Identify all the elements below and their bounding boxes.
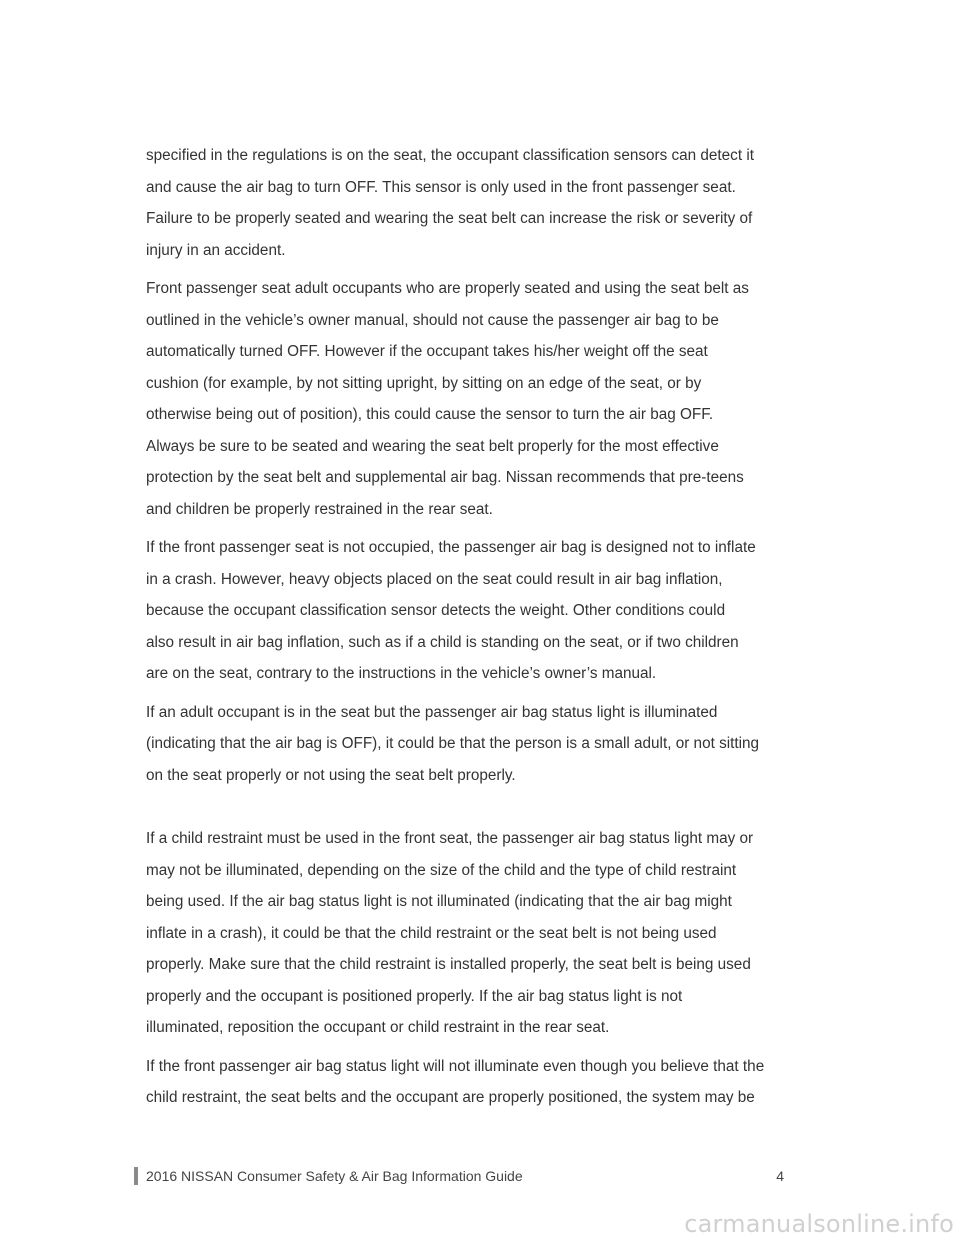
text-line: Always be sure to be seated and wearing the seat belt properly for the most effective: [146, 437, 719, 455]
text-line: If an adult occupant is in the seat but the passenger air bag status light is illuminated: [146, 703, 718, 721]
text-line: Failure to be properly seated and wearing the seat belt can increase the risk or severity of: [146, 210, 753, 227]
text-line: Front passenger seat adult occupants who are properly seated and using the seat belt as: [146, 280, 749, 297]
text-line: protection by the seat belt and supplemental air bag. Nissan recommends that pre-teens: [146, 469, 744, 486]
paragraph: [146, 823, 826, 1044]
text-line: If the front passenger seat is not occupied, the passenger air bag is designed not to inflate: [146, 539, 756, 556]
text-line: injury in an accident.: [146, 241, 286, 259]
text-line: automatically turned OFF. However if the occupant takes his/her weight off the seat: [146, 343, 708, 360]
text-line: cushion (for example, by not sitting upright, by sitting on an edge of the seat, or by: [146, 374, 702, 392]
paragraph: [146, 697, 826, 792]
text-line: otherwise being out of position), this could cause the sensor to turn the air bag OFF.: [146, 406, 714, 423]
text-line: because the occupant classification sensor detects the weight. Other conditions could: [146, 602, 726, 619]
paragraph: [146, 1051, 826, 1114]
text-line: properly. Make sure that the child restraint is installed properly, the seat belt is being used: [146, 956, 751, 973]
page-footer: [134, 1166, 784, 1186]
text-line: If a child restraint must be used in the front seat, the passenger air bag status light may or: [146, 830, 754, 847]
text-line: and cause the air bag to turn OFF. This sensor is only used in the front passenger seat.: [146, 178, 736, 196]
text-line: (indicating that the air bag is OFF), it could be that the person is a small adult, or not sitting: [146, 735, 760, 752]
text-line: If the front passenger air bag status light will not illuminate even though you believe that the: [146, 1057, 765, 1075]
text-line: child restraint, the seat belts and the occupant are properly positioned, the system may be: [146, 1089, 755, 1106]
text-line: inflate in a crash), it could be that the child restraint or the seat belt is not being used: [146, 924, 717, 942]
body-text: [146, 140, 826, 1114]
footer-divider: [134, 1167, 138, 1185]
text-line: may not be illuminated, depending on the size of the child and the type of child restraint: [146, 861, 737, 879]
text-line: in a crash. However, heavy objects placed on the seat could result in air bag inflation,: [146, 570, 723, 588]
footer-title: 2016 NISSAN Consumer Safety & Air Bag Information Guide: [146, 1168, 523, 1184]
watermark: carmanualsonline.info: [684, 1210, 954, 1238]
text-line: also result in air bag inflation, such as if a child is standing on the seat, or if two children: [146, 633, 739, 651]
paragraph: [146, 532, 826, 690]
text-line: illuminated, reposition the occupant or child restraint in the rear seat.: [146, 1019, 610, 1036]
paragraph: [146, 273, 826, 525]
text-line: specified in the regulations is on the seat, the occupant classification sensors can detect it: [146, 147, 754, 164]
paragraph: [146, 140, 826, 266]
text-line: being used. If the air bag status light is not illuminated (indicating that the air bag might: [146, 893, 732, 910]
text-line: properly and the occupant is positioned properly. If the air bag status light is not: [146, 987, 683, 1005]
text-line: and children be properly restrained in the rear seat.: [146, 500, 493, 518]
text-line: on the seat properly or not using the seat belt properly.: [146, 766, 516, 784]
page-number: 4: [776, 1168, 784, 1184]
text-line: are on the seat, contrary to the instructions in the vehicle’s owner’s manual.: [146, 665, 657, 682]
text-line: outlined in the vehicle’s owner manual, should not cause the passenger air bag to be: [146, 311, 719, 329]
